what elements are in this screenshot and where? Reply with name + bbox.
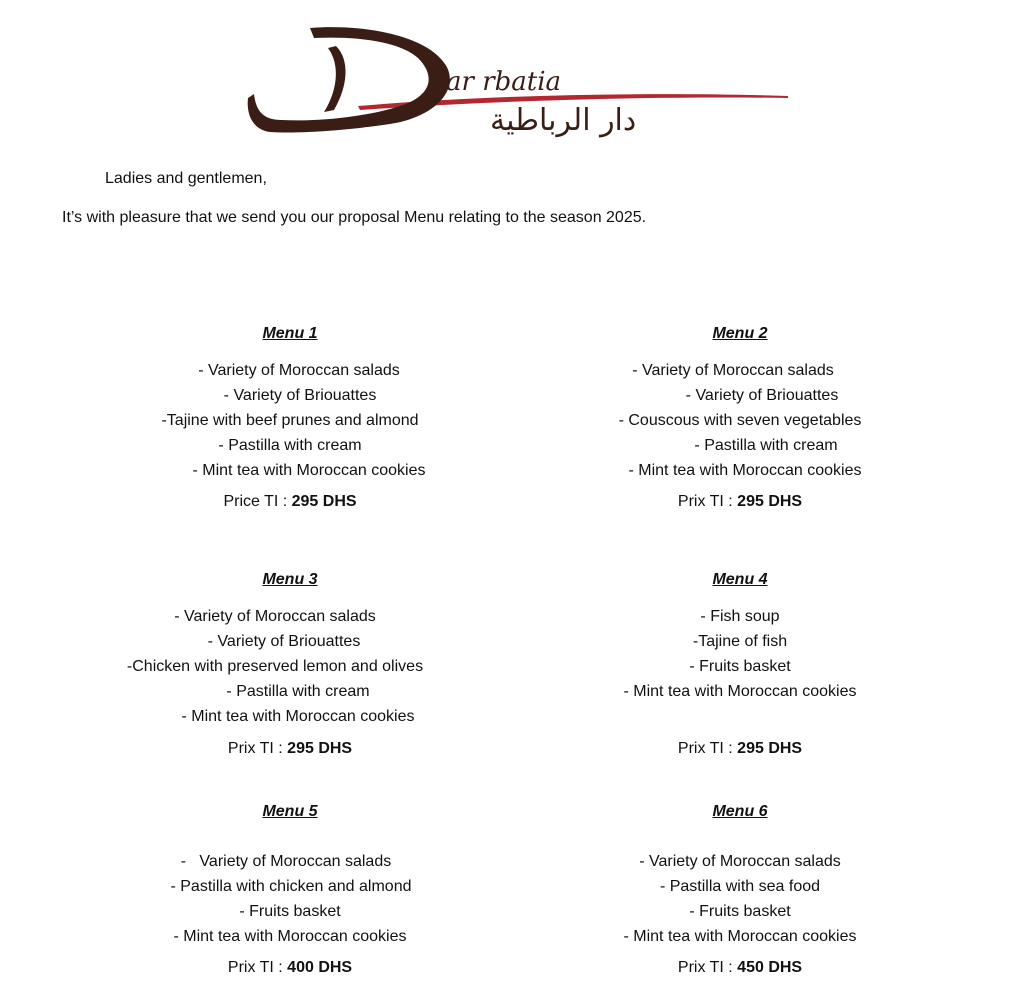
menu-item: -Chicken with preserved lemon and olives (126, 658, 424, 675)
menu-item: - Mint tea with Moroccan cookies (628, 462, 862, 479)
menu-items-list (530, 849, 950, 949)
price-label: Prix TI : (227, 740, 288, 757)
menu-item: - Mint tea with Moroccan cookies (173, 928, 407, 945)
price-value: 400 DHS (287, 959, 353, 976)
menu-item: -Tajine of fish (692, 633, 788, 650)
menu-title: Menu 2 (712, 325, 768, 342)
price-label: Prix TI : (677, 959, 738, 976)
menu-item: - Mint tea with Moroccan cookies (181, 708, 415, 725)
menu-item: - Variety of Moroccan salads (632, 362, 834, 379)
menu-title: Menu 6 (712, 803, 768, 820)
menu-2-block (530, 324, 950, 512)
menu-item: - Mint tea with Moroccan cookies (623, 683, 857, 700)
menu-items-list (70, 604, 510, 729)
menu-item: - Pastilla with cream (226, 683, 370, 700)
price-value: 295 DHS (291, 493, 357, 510)
menu-items-list (70, 849, 510, 949)
greeting-text: Ladies and gentlemen, (105, 170, 267, 187)
menu-title: Menu 4 (712, 571, 768, 588)
price-value: 450 DHS (737, 959, 803, 976)
menu-item: - Mint tea with Moroccan cookies (192, 462, 426, 479)
menu-item: - Variety of Moroccan salads (639, 853, 841, 870)
menu-5-block (70, 802, 510, 978)
menu-item: - Variety of Briouattes (207, 633, 361, 650)
menu-price (530, 739, 950, 759)
menu-item: - Variety of Moroccan salads (198, 362, 400, 379)
menu-price (70, 492, 510, 512)
menu-item: -Tajine with beef prunes and almond (161, 412, 419, 429)
logo-latin-text: ar rbatia (446, 67, 562, 97)
menu-title: Menu 1 (262, 325, 318, 342)
menu-item: - Variety of Briouattes (685, 387, 839, 404)
menu-items-list (530, 358, 950, 483)
dar-rbatia-logo (240, 20, 792, 144)
menu-3-block (70, 570, 510, 759)
price-value: 295 DHS (737, 740, 803, 757)
price-label: Prix TI : (227, 959, 288, 976)
menu-items-list (530, 604, 950, 704)
price-label: Prix TI : (677, 740, 738, 757)
price-value: 295 DHS (287, 740, 353, 757)
menu-item: - Couscous with seven vegetables (618, 412, 862, 429)
price-label: Prix TI : (677, 493, 738, 510)
menu-item: - Fruits basket (689, 658, 791, 675)
menu-price (70, 739, 510, 759)
menu-item: - Pastilla with sea food (659, 878, 821, 895)
logo-d-stroke (324, 46, 346, 112)
menu-item: - Fruits basket (689, 903, 791, 920)
menu-item: - Variety of Briouattes (223, 387, 377, 404)
intro-paragraph: It’s with pleasure that we send you our proposal Menu relating to the season 2025. (62, 209, 647, 226)
logo-letter-d (248, 27, 450, 132)
menu-item: - Pastilla with cream (694, 437, 838, 454)
menu-item: - Variety of Moroccan salads (174, 608, 376, 625)
logo-arabic-text: دار الرباطية (490, 103, 637, 138)
menu-6-block (530, 802, 950, 978)
menu-price (530, 958, 950, 978)
menu-item: - Fish soup (700, 608, 780, 625)
price-value: 295 DHS (737, 493, 803, 510)
menu-4-block (530, 570, 950, 759)
menu-item: - Mint tea with Moroccan cookies (623, 928, 857, 945)
price-label: Price TI : (223, 493, 292, 510)
menu-item: - Pastilla with chicken and almond (170, 878, 412, 895)
menu-title: Menu 5 (262, 803, 318, 820)
menu-1-block (70, 324, 510, 512)
menu-price (530, 492, 950, 512)
menu-price (70, 958, 510, 978)
menu-item: - Variety of Moroccan salads (180, 853, 392, 870)
menu-item: - Fruits basket (239, 903, 341, 920)
menu-title: Menu 3 (262, 571, 318, 588)
menu-items-list (70, 358, 510, 483)
menu-item: - Pastilla with cream (218, 437, 362, 454)
